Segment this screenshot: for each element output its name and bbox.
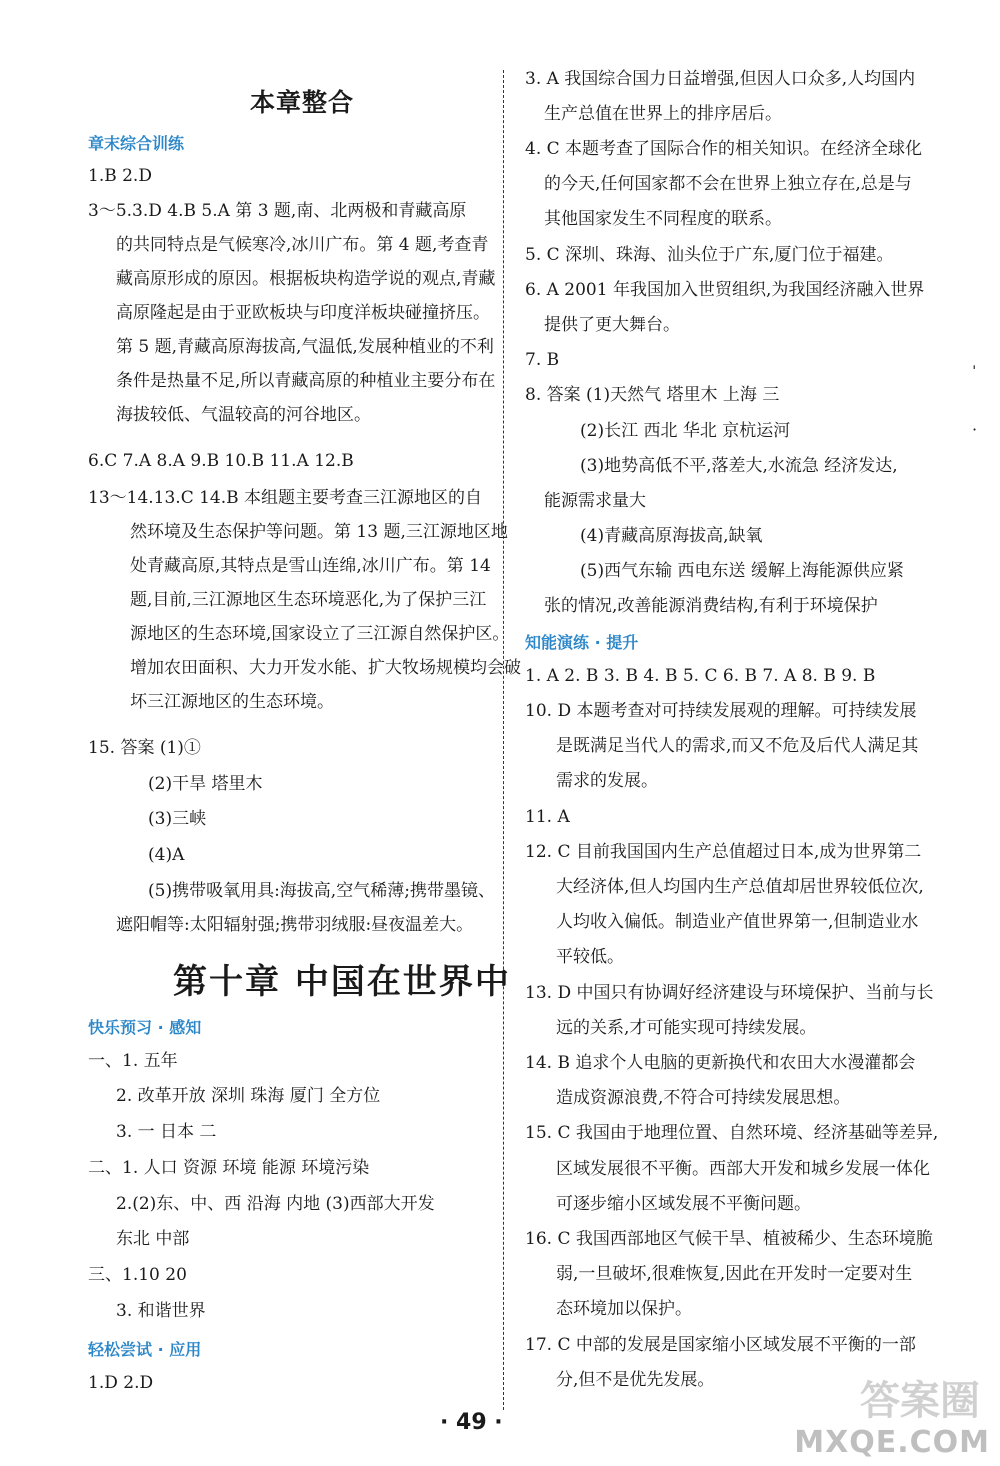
preview-line: 东北 中部 [116, 1229, 190, 1249]
skill-line: 态环境加以保护。 [556, 1299, 692, 1319]
preview-line: 一、1. 五年 [88, 1051, 178, 1071]
try-line: 1.D 2.D [88, 1373, 154, 1393]
skill-line: 远的关系,才可能实现可持续发展。 [556, 1018, 817, 1038]
skill-line: 11. A [525, 807, 570, 827]
preview-line: 三、1.10 20 [88, 1265, 187, 1285]
chapter-summary-title: 本章整合 [250, 88, 355, 117]
skill-line: 16. C 我国西部地区气候干旱、植被稀少、生态环境脆 [525, 1229, 933, 1249]
skill-line: 17. C 中部的发展是国家缩小区域发展不平衡的一部 [525, 1335, 916, 1355]
watermark-cn-text: 答案圈 [860, 1378, 980, 1424]
answer-line: 第 5 题,青藏高原海拔高,气温低,发展种植业的不利 [116, 337, 494, 357]
answer-line: 海拔较低、气温较高的河谷地区。 [116, 405, 371, 425]
answer-line: (2)干旱 塔里木 [148, 774, 263, 794]
skill-line: 人均收入偏低。制造业产值世界第一,但制造业水 [556, 912, 919, 932]
answer-line: 遮阳帽等:太阳辐射强;携带羽绒服:昼夜温差大。 [116, 915, 474, 935]
skill-line: 需求的发展。 [556, 771, 658, 791]
skill-line: 15. C 我国由于地理位置、自然环境、经济基础等差异, [525, 1123, 939, 1143]
preview-line: 2. 改革开放 深圳 珠海 厦门 全方位 [116, 1086, 381, 1106]
answer-line: 7. B [525, 350, 560, 370]
answer-line: 1.B 2.D [88, 166, 152, 186]
section-skill-practice: 知能演练 · 提升 [525, 633, 639, 652]
skill-line: 大经济体,但人均国内生产总值却居世界较低位次, [556, 877, 924, 897]
answer-line: 题,目前,三江源地区生态环境恶化,为了保护三江 [130, 590, 487, 610]
answer-line: 提供了更大舞台。 [544, 315, 680, 335]
answer-line: 张的情况,改善能源消费结构,有利于环境保护 [544, 596, 878, 616]
preview-line: 3. 和谐世界 [116, 1301, 206, 1321]
answer-line: 高原隆起是由于亚欧板块与印度洋板块碰撞挤压。 [116, 303, 490, 323]
watermark-logo [794, 1365, 990, 1460]
section-easy-try: 轻松尝试 · 应用 [88, 1340, 202, 1359]
answer-line: (4)A [148, 845, 185, 865]
skill-line: 弱,一旦破坏,很难恢复,因此在开发时一定要对生 [556, 1264, 913, 1284]
answer-line: 5. C 深圳、珠海、汕头位于广东,厦门位于福建。 [525, 245, 894, 265]
answer-line: 源地区的生态环境,国家设立了三江源自然保护区。 [130, 624, 510, 644]
answer-line: 13～14.13.C 14.B 本组题主要考查三江源地区的自 [88, 488, 483, 508]
answer-line: 然环境及生态保护等问题。第 13 题,三江源地区地 [130, 522, 508, 542]
answer-line: (5)西气东输 西电东送 缓解上海能源供应紧 [580, 561, 904, 581]
answer-line: 4. C 本题考查了国际合作的相关知识。在经济全球化 [525, 139, 923, 159]
skill-line: 13. D 中国只有协调好经济建设与环境保护、当前与长 [525, 983, 934, 1003]
section-happy-preview: 快乐预习 · 感知 [88, 1018, 202, 1037]
skill-line: 分,但不是优先发展。 [556, 1370, 715, 1390]
skill-line: 1. A 2. B 3. B 4. B 5. C 6. B 7. A 8. B 9. B [525, 666, 876, 686]
answer-line: (5)携带吸氧用具:海拔高,空气稀薄;携带墨镜、 [148, 881, 495, 901]
answer-line: 8. 答案 (1)天然气 塔里木 上海 三 [525, 385, 780, 405]
section-chapter-end-training: 章末综合训练 [88, 134, 185, 153]
skill-line: 平较低。 [556, 947, 624, 967]
answer-line: 藏高原形成的原因。根据板块构造学说的观点,青藏 [116, 269, 496, 289]
page-number: · 49 · [440, 1410, 503, 1435]
answer-line: (3)地势高低不平,落差大,水流急 经济发达, [580, 456, 898, 476]
skill-line: 区域发展很不平衡。西部大开发和城乡发展一体化 [556, 1159, 930, 1179]
margin-mark: ˌ [972, 352, 977, 371]
answer-line: 15. 答案 (1)① [88, 738, 201, 758]
answer-line: 6. A 2001 年我国加入世贸组织,为我国经济融入世界 [525, 280, 925, 300]
answer-line: 坏三江源地区的生态环境。 [130, 692, 334, 712]
column-divider [503, 70, 504, 1410]
answer-line: 条件是热量不足,所以青藏高原的种植业主要分布在 [116, 371, 496, 391]
preview-line: 二、1. 人口 资源 环境 能源 环境污染 [88, 1158, 370, 1178]
answer-line: (2)长江 西北 华北 京杭运河 [580, 421, 791, 441]
skill-line: 10. D 本题考查对可持续发展观的理解。可持续发展 [525, 701, 917, 721]
skill-line: 14. B 追求个人电脑的更新换代和农田大水漫灌都会 [525, 1053, 916, 1073]
answer-line: (4)青藏高原海拔高,缺氧 [580, 526, 763, 546]
preview-line: 3. 一 日本 二 [116, 1122, 217, 1142]
answer-line: 增加农田面积、大力开发水能、扩大牧场规模均会破 [130, 658, 521, 678]
answer-line: 其他国家发生不同程度的联系。 [544, 209, 782, 229]
skill-line: 是既满足当代人的需求,而又不危及后代人满足其 [556, 736, 919, 756]
answer-line: 的今天,任何国家都不会在世界上独立存在,总是与 [544, 174, 912, 194]
answer-line: 3. A 我国综合国力日益增强,但因人口众多,人均国内 [525, 69, 916, 89]
answer-line: 生产总值在世界上的排序居后。 [544, 104, 782, 124]
margin-mark: · [972, 420, 978, 439]
answer-line: (3)三峡 [148, 809, 207, 829]
answer-line: 处青藏高原,其特点是雪山连绵,冰川广布。第 14 [130, 556, 491, 576]
answer-line: 能源需求量大 [544, 491, 646, 511]
chapter-ten-title: 第十章 中国在世界中 [173, 962, 511, 1002]
skill-line: 造成资源浪费,不符合可持续发展思想。 [556, 1088, 851, 1108]
preview-line: 2.(2)东、中、西 沿海 内地 (3)西部大开发 [116, 1194, 435, 1214]
skill-line: 12. C 目前我国国内生产总值超过日本,成为世界第二 [525, 842, 922, 862]
watermark-en-text: MXQE.COM [794, 1425, 990, 1460]
answer-line: 6.C 7.A 8.A 9.B 10.B 11.A 12.B [88, 451, 354, 471]
answer-line: 的共同特点是气候寒冷,冰川广布。第 4 题,考查青 [116, 235, 489, 255]
answer-line: 3～5.3.D 4.B 5.A 第 3 题,南、北两极和青藏高原 [88, 201, 467, 221]
skill-line: 可逐步缩小区域发展不平衡问题。 [556, 1194, 811, 1214]
